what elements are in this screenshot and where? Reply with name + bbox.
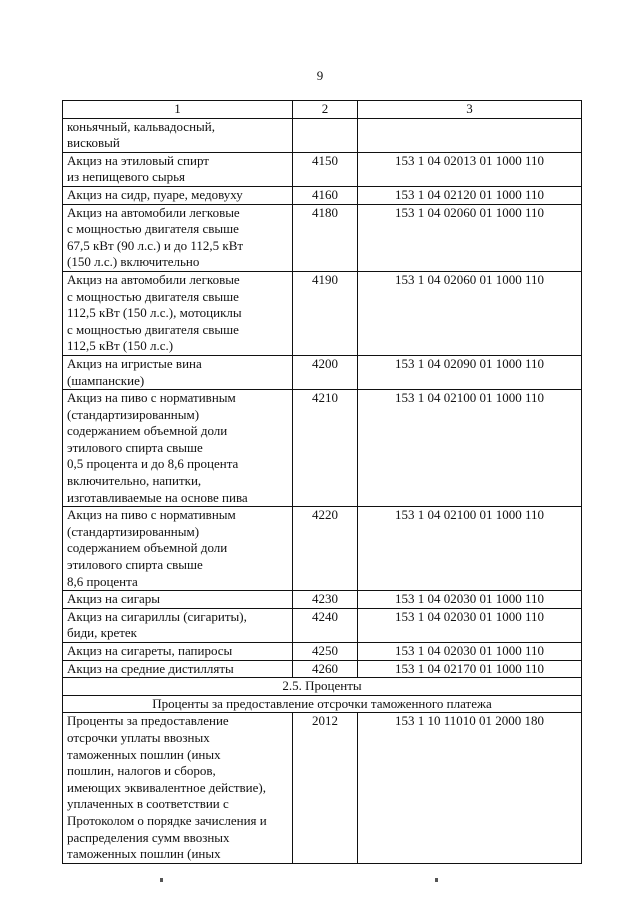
row-kbk-cell: 153 1 10 11010 01 2000 180 xyxy=(358,713,582,863)
table-row xyxy=(63,643,582,661)
row-kbk-cell: 153 1 04 02170 01 1000 110 xyxy=(358,660,582,678)
subsection-title: Проценты за предоставление отсрочки таможенного платежа xyxy=(63,695,582,713)
table-row xyxy=(63,152,582,186)
table-row xyxy=(63,608,582,642)
row-code-cell: 4210 xyxy=(293,390,358,507)
section-title-row xyxy=(63,678,582,696)
table-row xyxy=(63,660,582,678)
row-name-cell: Акциз на автомобили легковые с мощностью двигателя свыше 112,5 кВт (150 л.с.), мотоциклы с мощностью двигателя свыше 112,5 кВт (150 л.с.) xyxy=(63,271,293,355)
table-row xyxy=(63,186,582,204)
table-row xyxy=(63,118,582,152)
row-code-cell: 4180 xyxy=(293,204,358,271)
table-row xyxy=(63,713,582,863)
row-kbk-cell: 153 1 04 02013 01 1000 110 xyxy=(358,152,582,186)
table-row xyxy=(63,591,582,609)
row-code-cell: 4220 xyxy=(293,507,358,591)
row-kbk-cell xyxy=(358,118,582,152)
row-kbk-cell: 153 1 04 02090 01 1000 110 xyxy=(358,355,582,389)
row-kbk-cell: 153 1 04 02100 01 1000 110 xyxy=(358,390,582,507)
row-code-cell: 4200 xyxy=(293,355,358,389)
row-name-cell: Акциз на пиво с нормативным (стандартизированным) содержанием объемной доли этилового спирта свыше 8,6 процента xyxy=(63,507,293,591)
row-kbk-cell: 153 1 04 02100 01 1000 110 xyxy=(358,507,582,591)
row-name-cell: Акциз на сигареты, папиросы xyxy=(63,643,293,661)
row-name-cell: Акциз на игристые вина (шампанские) xyxy=(63,355,293,389)
kbk-table xyxy=(62,100,582,864)
row-name-cell: Акциз на сигары xyxy=(63,591,293,609)
scan-mark xyxy=(435,878,438,882)
row-name-cell: Акциз на этиловый спирт из непищевого сырья xyxy=(63,152,293,186)
section-title: 2.5. Проценты xyxy=(63,678,582,696)
row-kbk-cell: 153 1 04 02060 01 1000 110 xyxy=(358,204,582,271)
row-name-cell: Акциз на сигариллы (сигариты), биди, кретек xyxy=(63,608,293,642)
row-kbk-cell: 153 1 04 02030 01 1000 110 xyxy=(358,643,582,661)
table-row xyxy=(63,204,582,271)
row-kbk-cell: 153 1 04 02030 01 1000 110 xyxy=(358,608,582,642)
row-kbk-cell: 153 1 04 02030 01 1000 110 xyxy=(358,591,582,609)
row-name-cell: Акциз на средние дистилляты xyxy=(63,660,293,678)
row-code-cell: 4160 xyxy=(293,186,358,204)
table-row xyxy=(63,390,582,507)
row-name-cell: коньячный, кальвадосный, висковый xyxy=(63,118,293,152)
row-name-cell: Акциз на автомобили легковые с мощностью двигателя свыше 67,5 кВт (90 л.с.) и до 112,5 кВт (150 л.с.) включительно xyxy=(63,204,293,271)
row-code-cell xyxy=(293,118,358,152)
subsection-title-row xyxy=(63,695,582,713)
column-header: 1 xyxy=(63,101,293,119)
row-kbk-cell: 153 1 04 02060 01 1000 110 xyxy=(358,271,582,355)
row-name-cell: Акциз на сидр, пуаре, медовуху xyxy=(63,186,293,204)
row-name-cell: Проценты за предоставление отсрочки уплаты ввозных таможенных пошлин (иных пошлин, налогов и сборов, имеющих эквивалентное действие), уплаченных в соответствии с Протоколом о порядке зачисления и распределения сумм ввозных таможенных пошлин (иных xyxy=(63,713,293,863)
row-code-cell: 4240 xyxy=(293,608,358,642)
page-number: 9 xyxy=(316,68,324,83)
row-code-cell: 4230 xyxy=(293,591,358,609)
row-code-cell: 4250 xyxy=(293,643,358,661)
row-code-cell: 2012 xyxy=(293,713,358,863)
column-header: 2 xyxy=(293,101,358,119)
table-row xyxy=(63,507,582,591)
row-code-cell: 4150 xyxy=(293,152,358,186)
row-kbk-cell: 153 1 04 02120 01 1000 110 xyxy=(358,186,582,204)
table-row xyxy=(63,271,582,355)
row-code-cell: 4260 xyxy=(293,660,358,678)
table-row xyxy=(63,355,582,389)
row-code-cell: 4190 xyxy=(293,271,358,355)
table-header-row xyxy=(63,101,582,119)
column-header: 3 xyxy=(358,101,582,119)
row-name-cell: Акциз на пиво с нормативным (стандартизированным) содержанием объемной доли этилового спирта свыше 0,5 процента и до 8,6 процента включительно, напитки, изготавливаемые на основе пива xyxy=(63,390,293,507)
scan-mark xyxy=(160,878,163,882)
